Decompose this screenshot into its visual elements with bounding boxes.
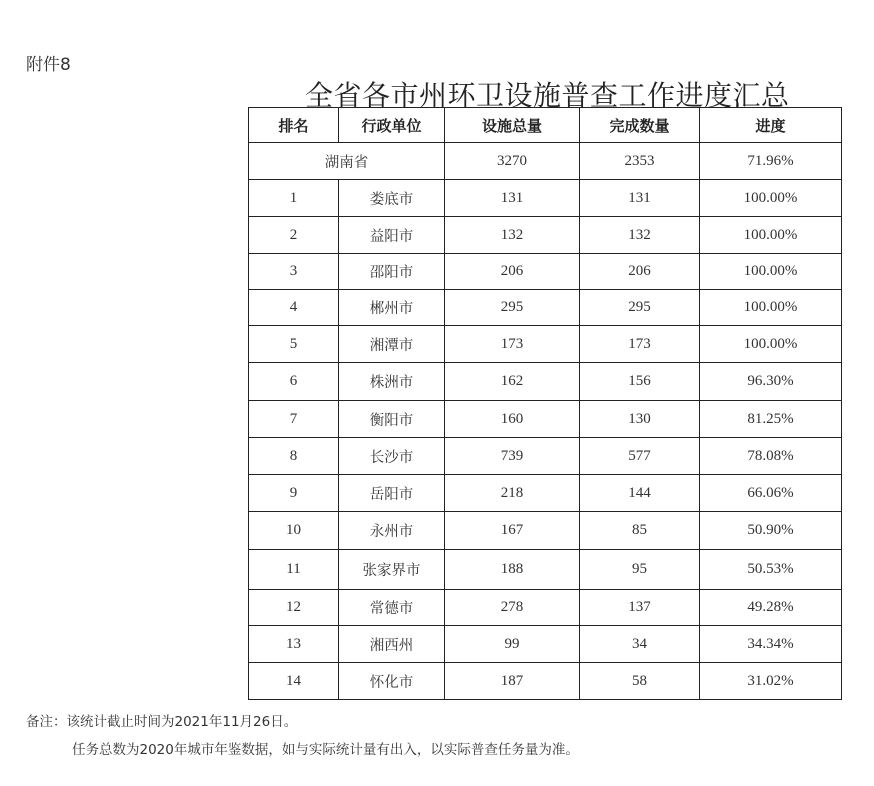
done-cell: 130 <box>580 401 700 438</box>
progress-cell: 50.90% <box>700 512 842 550</box>
total-cell: 99 <box>445 626 580 663</box>
progress-cell: 100.00% <box>700 180 842 217</box>
total-cell: 187 <box>445 663 580 700</box>
table-row <box>249 512 842 550</box>
table-row <box>249 590 842 626</box>
done-cell: 577 <box>580 438 700 475</box>
table-row <box>249 363 842 401</box>
rank-cell: 8 <box>249 438 339 475</box>
done-cell: 206 <box>580 254 700 290</box>
total-cell: 206 <box>445 254 580 290</box>
done-cell: 58 <box>580 663 700 700</box>
done-cell: 295 <box>580 290 700 326</box>
done-cell: 132 <box>580 217 700 254</box>
note-line-1: 备注：该统计截止时间为2021年11月26日。 <box>26 714 298 730</box>
rank-cell: 5 <box>249 326 339 363</box>
attachment-label: 附件8 <box>26 55 71 75</box>
header-done: 完成数量 <box>580 108 700 143</box>
progress-table <box>248 107 842 700</box>
progress-cell: 31.02% <box>700 663 842 700</box>
table-row <box>249 180 842 217</box>
rank-cell: 10 <box>249 512 339 550</box>
unit-cell: 郴州市 <box>339 290 445 326</box>
progress-cell: 100.00% <box>700 254 842 290</box>
unit-cell: 娄底市 <box>339 180 445 217</box>
page-title: 全省各市州环卫设施普查工作进度汇总 <box>305 79 790 112</box>
rank-cell: 12 <box>249 590 339 626</box>
table-row <box>249 438 842 475</box>
header-progress: 进度 <box>700 108 842 143</box>
table-row <box>249 663 842 700</box>
unit-cell: 邵阳市 <box>339 254 445 290</box>
unit-cell: 怀化市 <box>339 663 445 700</box>
done-cell: 95 <box>580 550 700 590</box>
done-cell: 156 <box>580 363 700 401</box>
done-cell: 173 <box>580 326 700 363</box>
total-cell: 173 <box>445 326 580 363</box>
progress-cell: 49.28% <box>700 590 842 626</box>
table-row <box>249 475 842 512</box>
rank-cell: 3 <box>249 254 339 290</box>
table-row <box>249 550 842 590</box>
header-rank: 排名 <box>249 108 339 143</box>
province-name: 湖南省 <box>249 143 445 180</box>
rank-cell: 14 <box>249 663 339 700</box>
total-cell: 162 <box>445 363 580 401</box>
province-total-row <box>249 143 842 180</box>
unit-cell: 常德市 <box>339 590 445 626</box>
province-progress: 71.96% <box>700 143 842 180</box>
progress-cell: 81.25% <box>700 401 842 438</box>
progress-cell: 100.00% <box>700 326 842 363</box>
table-row <box>249 290 842 326</box>
rank-cell: 6 <box>249 363 339 401</box>
done-cell: 85 <box>580 512 700 550</box>
table-row <box>249 326 842 363</box>
rank-cell: 13 <box>249 626 339 663</box>
total-cell: 218 <box>445 475 580 512</box>
note-line-2: 任务总数为2020年城市年鉴数据，如与实际统计量有出入，以实际普查任务量为准。 <box>72 742 579 758</box>
total-cell: 132 <box>445 217 580 254</box>
progress-cell: 100.00% <box>700 290 842 326</box>
header-total: 设施总量 <box>445 108 580 143</box>
unit-cell: 张家界市 <box>339 550 445 590</box>
done-cell: 144 <box>580 475 700 512</box>
province-total: 3270 <box>445 143 580 180</box>
unit-cell: 株洲市 <box>339 363 445 401</box>
done-cell: 34 <box>580 626 700 663</box>
progress-cell: 100.00% <box>700 217 842 254</box>
table-row <box>249 401 842 438</box>
rank-cell: 1 <box>249 180 339 217</box>
done-cell: 131 <box>580 180 700 217</box>
unit-cell: 湘西州 <box>339 626 445 663</box>
progress-cell: 96.30% <box>700 363 842 401</box>
total-cell: 278 <box>445 590 580 626</box>
table-row <box>249 254 842 290</box>
rank-cell: 7 <box>249 401 339 438</box>
unit-cell: 湘潭市 <box>339 326 445 363</box>
unit-cell: 岳阳市 <box>339 475 445 512</box>
total-cell: 167 <box>445 512 580 550</box>
province-done: 2353 <box>580 143 700 180</box>
total-cell: 188 <box>445 550 580 590</box>
rank-cell: 2 <box>249 217 339 254</box>
total-cell: 131 <box>445 180 580 217</box>
done-cell: 137 <box>580 590 700 626</box>
progress-cell: 50.53% <box>700 550 842 590</box>
unit-cell: 益阳市 <box>339 217 445 254</box>
rank-cell: 4 <box>249 290 339 326</box>
table-row <box>249 217 842 254</box>
progress-cell: 34.34% <box>700 626 842 663</box>
progress-cell: 78.08% <box>700 438 842 475</box>
unit-cell: 长沙市 <box>339 438 445 475</box>
total-cell: 160 <box>445 401 580 438</box>
table-row <box>249 626 842 663</box>
total-cell: 739 <box>445 438 580 475</box>
table-header-row <box>249 108 842 143</box>
header-unit: 行政单位 <box>339 108 445 143</box>
total-cell: 295 <box>445 290 580 326</box>
progress-cell: 66.06% <box>700 475 842 512</box>
unit-cell: 永州市 <box>339 512 445 550</box>
unit-cell: 衡阳市 <box>339 401 445 438</box>
rank-cell: 9 <box>249 475 339 512</box>
rank-cell: 11 <box>249 550 339 590</box>
